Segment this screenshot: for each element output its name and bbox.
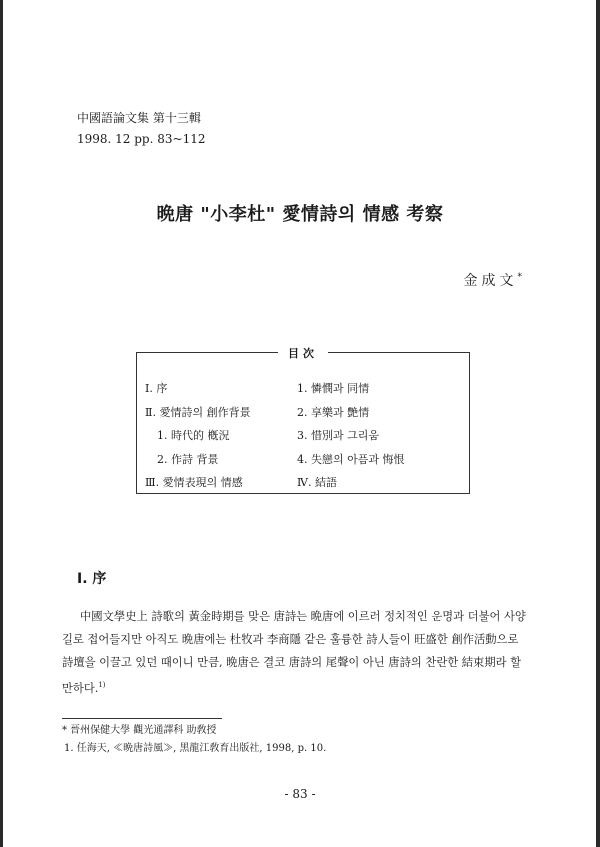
paper-title: 晩唐 "小李杜" 愛情詩의 情感 考察 (156, 204, 444, 225)
toc-item: 4. 失戀의 아픔과 悔恨 (297, 452, 405, 466)
scan-edge-right (596, 0, 600, 847)
author-name: 金成文 (463, 273, 518, 289)
page-number: - 83 - (284, 787, 316, 801)
toc-item: 2. 享樂과 艶情 (297, 405, 370, 419)
toc-right-column (297, 377, 405, 495)
toc-item: 1. 憐憫과 同情 (297, 382, 370, 395)
footnotes (62, 722, 326, 758)
footnote-ref: 1) (98, 681, 106, 689)
section-heading: Ⅰ. 序 (77, 571, 107, 587)
toc-item: 1. 時代的 槪況 (157, 429, 230, 442)
scan-edge-left (0, 0, 3, 847)
toc-heading: 目次 (278, 345, 328, 361)
body-paragraph (62, 605, 532, 700)
author-mark: * (517, 272, 522, 283)
journal-info: 1998. 12 pp. 83~112 (77, 132, 206, 146)
toc-item: 2. 作詩 背景 (157, 452, 219, 466)
journal-name: 中國語論文集 第十三輯 (77, 111, 201, 125)
table-of-contents (136, 347, 470, 494)
journal-header (77, 108, 205, 150)
toc-left-column (145, 377, 251, 495)
footnote-author: * 晉州保健大學 觀光通譯科 助敎授 (62, 725, 217, 736)
toc-item: Ⅲ. 愛情表現의 情感 (145, 476, 243, 489)
author (464, 270, 523, 290)
paragraph-text: 中國文學史上 詩歌의 黃金時期를 맞은 唐詩는 晩唐에 이르러 정치적인 운명과 더불어 사양길로 접어들지만 아직도 晩唐에는 杜牧과 李商隱 같은 훌륭한 詩人들이 旺盛한 創作活動으로 詩壇을 이끌고 있던 때이니 만큼, 晩唐은 결코 唐詩의 尾聲이 아닌 唐詩의 찬란한 結束期라 할 만하다. (62, 610, 526, 695)
toc-item: Ⅰ. 序 (145, 382, 168, 395)
toc-item: 3. 惜別과 그리움 (297, 429, 379, 442)
toc-item: Ⅱ. 愛情詩의 創作背景 (145, 405, 251, 419)
toc-item: Ⅳ. 結語 (297, 476, 337, 489)
footnote-1: 1. 任海天, ≪晩唐詩風≫, 黑龍江敎育出版社, 1998, p. 10. (64, 743, 327, 754)
footnote-rule (62, 718, 222, 719)
